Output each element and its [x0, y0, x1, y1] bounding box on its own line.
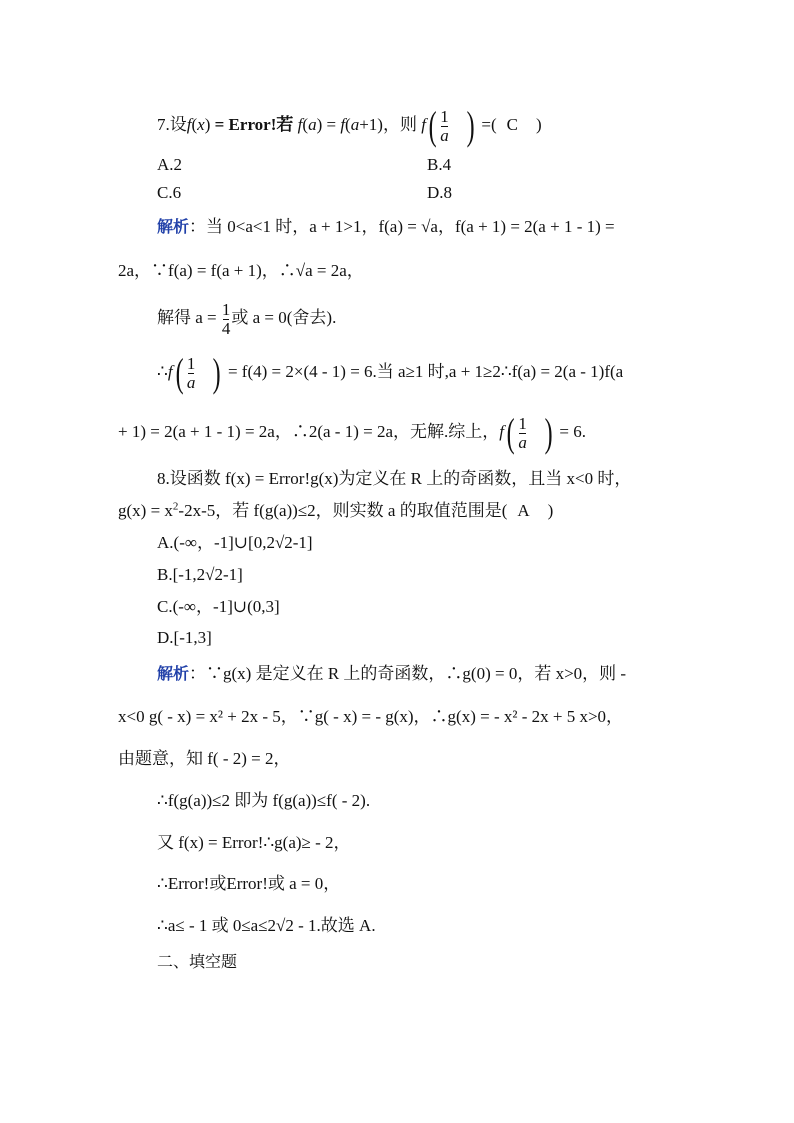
analysis-label: 解析	[157, 217, 190, 236]
analysis8-line5: 又 f(x) = Error!∴g(a)≥ - 2，	[157, 833, 351, 852]
analysis-label-2: 解析	[157, 664, 190, 683]
fraction-1-over-a-2: $\frac{1}{a}$	[186, 353, 196, 392]
fraction-1-over-4: $\frac{1}{4}$	[221, 299, 231, 338]
analysis7-text1: ：当 0<a<1 时，a + 1>1，f(a) = √a，f(a + 1) = 2(a + 1 - 1) =	[189, 217, 615, 236]
analysis7-line1	[157, 216, 615, 238]
analysis8-text1: ：∵g(x) 是定义在 R 上的奇函数，∴g(0) = 0，若 x>0，则 -	[189, 664, 627, 683]
analysis7-line5: + 1) = 2(a + 1 - 1) = 2a，∴2(a - 1) = 2a，无解.综上，f( $\frac{1}{a}$ ) = 6.	[118, 410, 586, 456]
q8-answer: A	[517, 501, 530, 520]
analysis8-line6: ∴Error!或Error!或 a = 0，	[157, 874, 341, 893]
q7-close: )	[535, 114, 542, 134]
q7-option-a: A.2	[157, 155, 183, 174]
analysis7-l3-prefix: 解得 a =	[157, 308, 221, 327]
q7-option-b: B.4	[427, 155, 452, 174]
q8-l2-prefix: g(x) = x	[118, 501, 173, 520]
q7-answer: C	[506, 114, 518, 134]
analysis8-line7: ∴a≤ - 1 或 0≤a≤2√2 - 1.故选 A.	[157, 916, 376, 935]
q8-option-d: D.[-1,3]	[157, 628, 212, 647]
q7-option-d: D.8	[427, 183, 453, 202]
q7-option-c: C.6	[157, 183, 182, 202]
q8-option-a: A.(-∞，-1]∪[0,2√2-1]	[157, 533, 313, 552]
analysis7-l3-suffix: 或 a = 0(舍去).	[231, 308, 337, 327]
section-heading: 二、填空题	[157, 952, 238, 971]
q8-line1: 8.设函数 f(x) = Error!g(x)为定义在 R 上的奇函数，且当 x<0 时，	[157, 469, 632, 488]
analysis8-line3: 由题意，知 f( - 2) = 2，	[118, 749, 291, 768]
analysis7-l5-suffix: = 6.	[555, 422, 586, 441]
q7-stem-mid: = Error!若	[210, 114, 298, 134]
analysis8-line2: x<0 g( - x) = x² + 2x - 5，∵g( - x) = - g(x)，∴g(x) = - x² - 2x + 5 x>0，	[118, 707, 624, 726]
analysis7-l4-suffix: = f(4) = 2×(4 - 1) = 6.当 a≥1 时,a + 1≥2∴f(a) = 2(a - 1)f(a	[223, 362, 624, 381]
q8-option-c: C.(-∞，-1]∪(0,3]	[157, 597, 280, 616]
fraction-1-over-a: $\frac{1}{a}$	[440, 106, 449, 145]
analysis7-l5-prefix: + 1) = 2(a + 1 - 1) = 2a，∴2(a - 1) = 2a，无解.综上，	[118, 422, 500, 441]
q8-option-b: B.[-1,2√2-1]	[157, 565, 243, 584]
analysis8-line4: ∴f(g(a))≤2 即为 f(g(a))≤f( - 2).	[157, 791, 371, 810]
q7-stem: 7.设f(x) = Error!若 f(a) = f(a+1)，则 f( $\frac{1}{a}$ ) =( C )	[157, 103, 542, 148]
analysis8-line1	[157, 663, 626, 685]
analysis7-line2: 2a，∵f(a) = f(a + 1)，∴√a = 2a，	[118, 261, 364, 280]
q8-l2-mid: -2x-5，若 f(g(a))≤2，则实数 a 的取值范围是(	[178, 501, 508, 520]
analysis7-line4: ∴f( $\frac{1}{a}$ ) = f(4) = 2×(4 - 1) = 6.当 a≥1 时,a + 1≥2∴f(a) = 2(a - 1)f(a	[157, 350, 624, 396]
analysis7-line3	[157, 298, 336, 338]
q7-stem-prefix: 7.设	[157, 114, 187, 134]
q7-stem-cond: ，则	[382, 114, 417, 134]
q7-stem-suffix: =(	[477, 114, 497, 134]
fraction-1-over-a-3: $\frac{1}{a}$	[518, 413, 527, 452]
q8-close: )	[547, 501, 554, 520]
q8-line2: $g(x) = x^2-2x-5$，若 f(g(a))≤2，则实数 a 的取值范围是( A )	[118, 500, 554, 520]
